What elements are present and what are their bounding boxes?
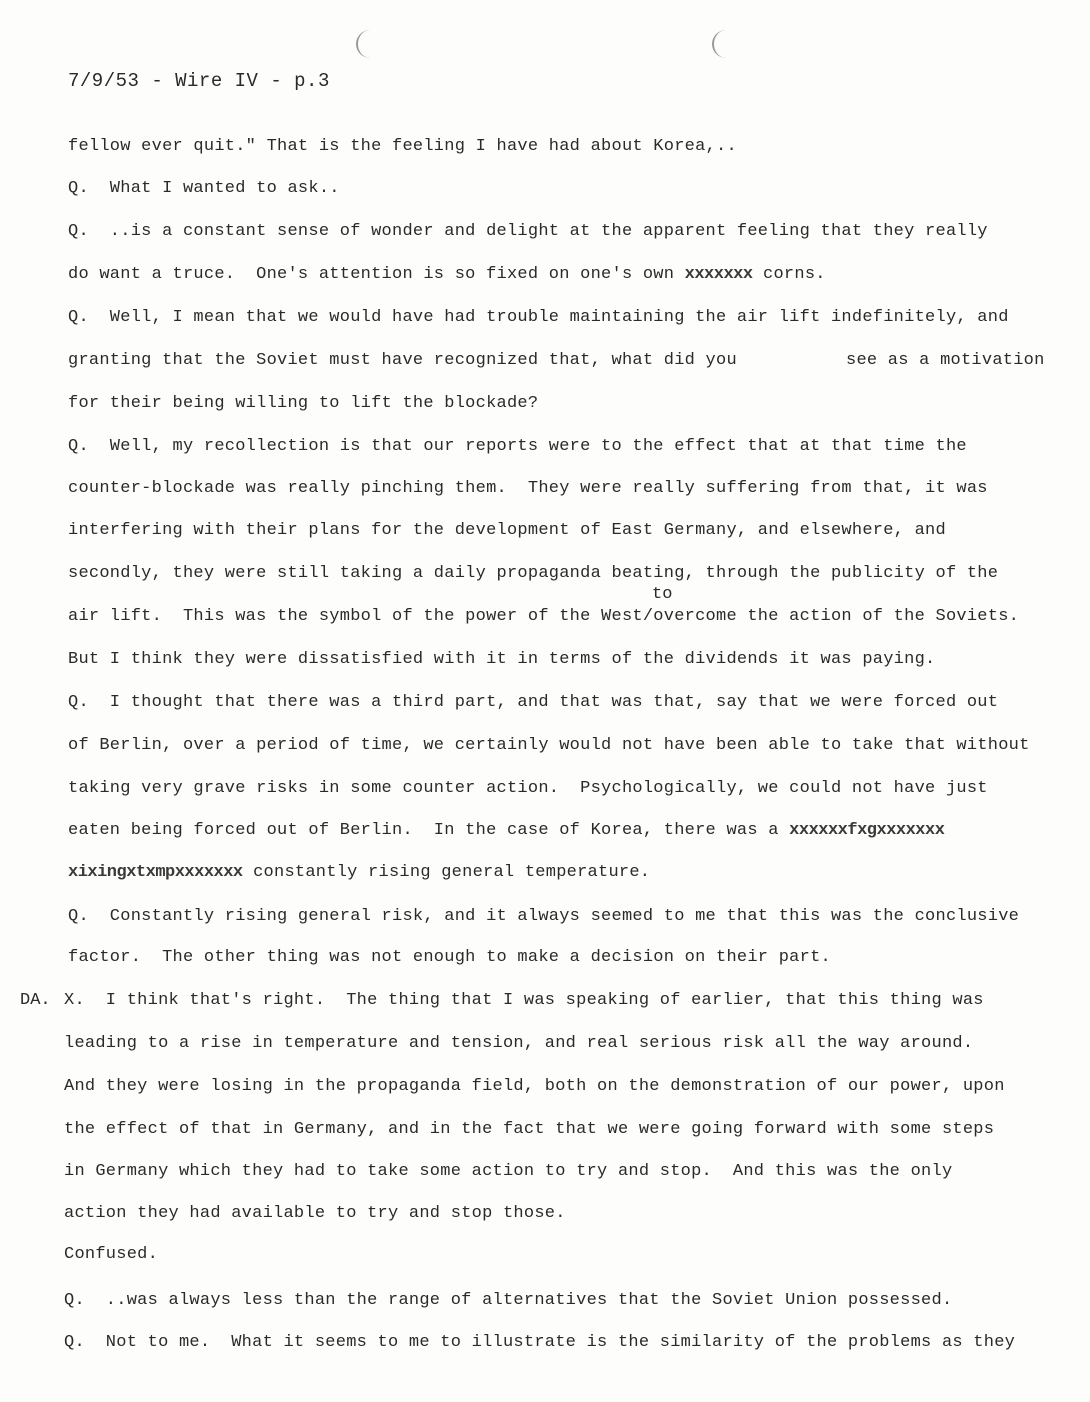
struck-out-text: xixingxtxmpxxxxxxx xyxy=(68,863,243,882)
text-line: for their being willing to lift the blockade? xyxy=(68,394,539,413)
text-line: the effect of that in Germany, and in the fact that we were going forward with some steps xyxy=(64,1120,995,1139)
text-line: taking very grave risks in some counter action. Psychologically, we could not have just xyxy=(68,779,988,798)
text-line: Q. Constantly rising general risk, and it always seemed to me that this was the conclusive xyxy=(68,907,1020,926)
text-line: Q. What I wanted to ask.. xyxy=(68,179,340,198)
text-line: interfering with their plans for the development of East Germany, and elsewhere, and xyxy=(68,521,946,540)
text-segment: constantly rising general temperature. xyxy=(242,863,651,882)
text-line: secondly, they were still taking a daily propaganda beating, through the publicity of the xyxy=(68,564,999,583)
text-line: Confused. xyxy=(64,1245,159,1264)
text-line: Q. ..is a constant sense of wonder and delight at the apparent feeling that they really xyxy=(68,222,988,241)
text-line: Q. Not to me. What it seems to me to illustrate is the similarity of the problems as they xyxy=(64,1333,1016,1352)
text-line xyxy=(68,862,650,884)
punch-hole-left xyxy=(356,30,380,58)
text-line: But I think they were dissatisfied with it in terms of the dividends it was paying. xyxy=(68,650,936,669)
text-segment: corns. xyxy=(752,265,826,284)
text-line: granting that the Soviet must have recognized that, what did you xyxy=(68,351,737,370)
text-line: And they were losing in the propaganda field, both on the demonstration of our power, upon xyxy=(64,1077,1005,1096)
text-line: factor. The other thing was not enough to make a decision on their part. xyxy=(68,948,831,967)
text-segment: do want a truce. One's attention is so fixed on one's own xyxy=(68,265,685,284)
text-line: Q. I thought that there was a third part, and that was that, say that we were forced out xyxy=(68,693,999,712)
text-line: X. I think that's right. The thing that I was speaking of earlier, that this thing was xyxy=(64,991,984,1010)
punch-hole-right xyxy=(712,30,736,58)
text-line: action they had available to try and stop those. xyxy=(64,1204,566,1223)
text-line: air lift. This was the symbol of the power of the West/overcome the action of the Soviets. xyxy=(68,607,1020,626)
text-line: Q. Well, my recollection is that our reports were to the effect that at that time the xyxy=(68,437,967,456)
page-header: 7/9/53 - Wire IV - p.3 xyxy=(68,70,330,92)
text-line: see as a motivation xyxy=(846,351,1045,370)
handwritten-insert: to xyxy=(652,585,673,604)
text-line xyxy=(68,820,944,842)
text-line: leading to a rise in temperature and tension, and real serious risk all the way around. xyxy=(64,1034,974,1053)
text-line: counter-blockade was really pinching them. They were really suffering from that, it was xyxy=(68,479,988,498)
struck-out-text: xxxxxxx xyxy=(684,265,753,284)
text-segment: eaten being forced out of Berlin. In the case of Korea, there was a xyxy=(68,821,790,840)
text-line: in Germany which they had to take some action to try and stop. And this was the only xyxy=(64,1162,953,1181)
struck-out-text: xxxxxxfxgxxxxxxx xyxy=(789,821,945,840)
speaker-marker: DA. xyxy=(20,991,51,1010)
text-line: fellow ever quit." That is the feeling I have had about Korea,.. xyxy=(68,137,737,156)
text-line: Q. Well, I mean that we would have had trouble maintaining the air lift indefinitely, and xyxy=(68,308,1009,327)
text-line: of Berlin, over a period of time, we certainly would not have been able to take that without xyxy=(68,736,1030,755)
text-line: Q. ..was always less than the range of alternatives that the Soviet Union possessed. xyxy=(64,1291,953,1310)
text-line xyxy=(68,264,826,286)
